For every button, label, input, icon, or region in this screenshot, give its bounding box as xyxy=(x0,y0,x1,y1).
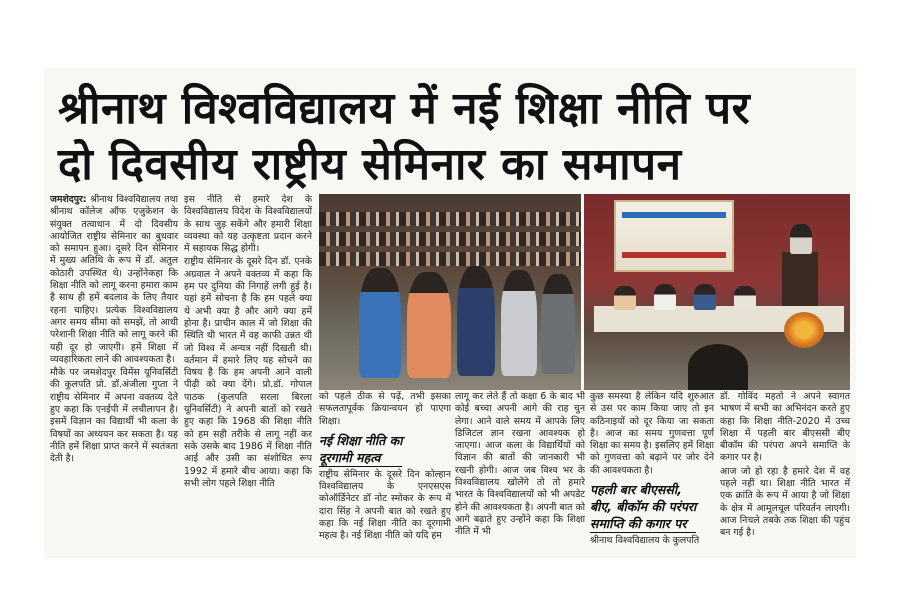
subheading-line: समाप्ति की कगार पर xyxy=(590,516,687,532)
audience-row xyxy=(319,232,581,246)
banner-stripe xyxy=(622,212,726,218)
flower-decoration xyxy=(784,312,824,348)
article-paragraph: डॉ. गोविंद महतो ने अपने स्वागत भाषण में सभी का अभिनंदन करते हुए कहा कि शिक्षा नीति-2020 में उच्च शिक्षा में पहली बार बीएससी बीए बीकॉम की परंपरा अपने समाप्ति के कगार पर है। xyxy=(720,391,850,464)
seated-woman-orange-saree xyxy=(407,272,451,378)
article-paragraph: लागू कर लेते हैं तो कक्षा 6 के बाद भी कोई बच्चा अपनी आगे की राह चुन लेगा। आने वाले समय में आपके लिए डिजिटल ज्ञान रखना आवश्यक हो जाएगा। आज कला के विद्यार्थियों को विज्ञान की बातों की जानकारी भी रखनी होगी। आज जब विश्व भर के विश्वविद्यालय खोलेंगे तो तो हमारे भारत के विश्वविद्यालयों को भी अपडेट होने की आवश्यकता है। अपनी बात को आगे बढ़ाते हुए उन्होंने कहा कि शिक्षा नीति में भी xyxy=(455,391,585,538)
subheading-bsc-ba-bcom xyxy=(590,481,696,533)
article-paragraph: मौके पर जमशेदपुर विमेंस यूनिवर्सिटी की कुलपति प्रो. डॉ.अंजीला गुप्ता ने राष्ट्रीय सेमिनार में अपना वक्तव्य देते हुए कहा कि एनईपी में लचीलापन है। इसमें विज्ञान का विद्यार्थी भी कला के विषयों का अध्ययन कर सकता है। यह नीति हमें शिक्षा प्राप्त करने में स्वतंत्रता देती है। xyxy=(50,367,178,465)
dignitary xyxy=(734,286,756,310)
article-column-6 xyxy=(720,391,850,557)
paragraph-text: श्रीनाथ विश्वविद्यालय तथा श्रीनाथ कॉलेज ऑफ एजुकेशन के संयुक्त तत्वाधान में दो दिवसीय आयोजित राष्ट्रीय सेमिनार का बुधवार को समापन हुआ। दूसरे दिन सेमिनार में मुख्य अतिथि के रूप में डॉ. अतुल कोठारी उपस्थित थे। उन्होंनेकहा कि शिक्षा नीति को लागू करना हमारा काम है साथ ही हमें बदलाव के लिए तैयार रहना चाहिए। प्रत्येक विश्वविद्यालय अगर समय सीमा को समझें, तो आधी परेशानी शिक्षा नीति को लागू करने की यही दूर हो जाएगी। हमें शिक्षा में व्यवहारिकता लाने की आवश्यकता है। xyxy=(50,194,178,365)
headline-line-2: दो दिवसीय राष्ट्रीय सेमिनार का समापन xyxy=(58,139,682,190)
article-paragraph: को पहले ठीक से पढ़ें, तभी इसका सफलतापूर्वक क्रियान्वयन हो पाएगा शिक्षा। xyxy=(319,391,451,427)
seminar-stage-photo xyxy=(584,194,850,390)
dignitary xyxy=(694,284,716,310)
seated-man xyxy=(541,274,575,374)
seated-woman-blue-saree xyxy=(359,268,401,378)
dignitary xyxy=(654,284,676,310)
article-column-5 xyxy=(590,391,714,557)
subheading-new-education-policy xyxy=(319,432,402,467)
seminar-banner xyxy=(614,200,734,272)
dateline: जमशेदपुर: xyxy=(50,194,87,205)
audience-head xyxy=(688,344,748,390)
article-paragraph xyxy=(50,194,178,366)
article-paragraph: कुछ समस्या है लेकिन यदि शुरुआत से उस पर काम किया जाए तो इन कठिनाइयों को दूर किया जा सकता है। आज का समय गुणवत्ता पूर्ण शिक्षा का समय है। इसलिए हमें शिक्षा को गुणवत्ता को बढ़ाने पर जोर देने की आवश्यकता है। xyxy=(590,391,714,476)
newspaper-clipping xyxy=(44,68,856,558)
subheading-line: दूरगामी महत्व xyxy=(319,449,381,465)
seminar-audience-photo xyxy=(319,194,581,390)
article-paragraph: राष्ट्रीय सेमिनार के दूसरे दिन डॉ. एनके अग्रवाल ने अपने वक्तव्य में कहा कि हम पर दुनिया की निगाहें लगी हुई है। यहां हमें सोचना है कि हम पहले क्या थे अभी क्या है और आगे क्या हमें होना है। प्राचीन काल में जो शिक्षा की स्थिति थी भारत में वह काफी उन्नत थी जो विश्व में अन्यत्र नहीं दिखती थी। वर्तमान में हमारे लिए यह सोचने का विषय है कि हम अपनी आने वाली पीढ़ी को क्या देंगे। प्रो.डॉ. गोपाल पाठक (कुलपति सरला बिरला यूनिवर्सिटी) ने अपनी बातों को रखते हुए कहा कि 1968 की शिक्षा नीति को हम सही तरीके से लागू नहीं कर सके उसके बाद 1986 में शिक्षा नीति आई और उसी का संशोधित रूप 1992 में हमारे बीच आया। कहा कि सभी लोग पहले शिक्षा नीति xyxy=(184,256,312,489)
article-paragraph: आज जो हो रहा है हमारे देश में वह पहले नहीं था। शिक्षा नीति भारत में एक क्रांति के रूप में आया है जो शिक्षा के क्षेत्र में आमूलचूल परिवर्तन लाएगी। आज निचले तबके तक शिक्षा की पहुंच बन गई है। xyxy=(720,465,850,539)
article-column-2 xyxy=(184,194,312,554)
article-column-4 xyxy=(455,391,585,557)
article-paragraph: इस नीति से हमारे देश के विश्वविद्यालय विदेश के विश्वविद्यालयों के साथ जुड़ सकेंगे और हमारी शिक्षा व्यवस्था को यह उत्कृष्टता प्रदान करने में सहायक सिद्ध होगी। xyxy=(184,194,312,255)
headline-line-1: श्रीनाथ विश्वविद्यालय में नई शिक्षा नीति पर xyxy=(58,83,751,134)
subheading-line: पहली बार बीएससी, xyxy=(590,482,682,498)
audience-row xyxy=(319,212,581,226)
subheading-line: बीए, बीकॉम की परंपरा xyxy=(590,499,697,515)
podium xyxy=(782,252,818,312)
banner-stripe xyxy=(622,252,726,258)
subheading-line: नई शिक्षा नीति का xyxy=(319,432,403,448)
article-paragraph: श्रीनाथ विश्वविद्यालय के कुलपति xyxy=(590,535,700,547)
article-paragraph: राष्ट्रीय सेमिनार के दूसरे दिन कोल्हान विश्वविद्यालय के एनएसएस कोऑर्डिनेटर डॉ नोट स्मोकर के रूप में दारा सिंह ने अपनी बात को रखते हुए कहा कि नई शिक्षा नीति का दूरगामी महत्व है। नई शिक्षा नीति को यदि हम xyxy=(319,468,451,542)
seated-man-jacket xyxy=(457,266,495,376)
article-column-3 xyxy=(319,391,451,557)
seated-man xyxy=(501,270,537,376)
dignitary xyxy=(614,286,636,310)
audience-row xyxy=(319,252,581,266)
speaker xyxy=(790,224,812,254)
article-column-1 xyxy=(50,194,178,554)
